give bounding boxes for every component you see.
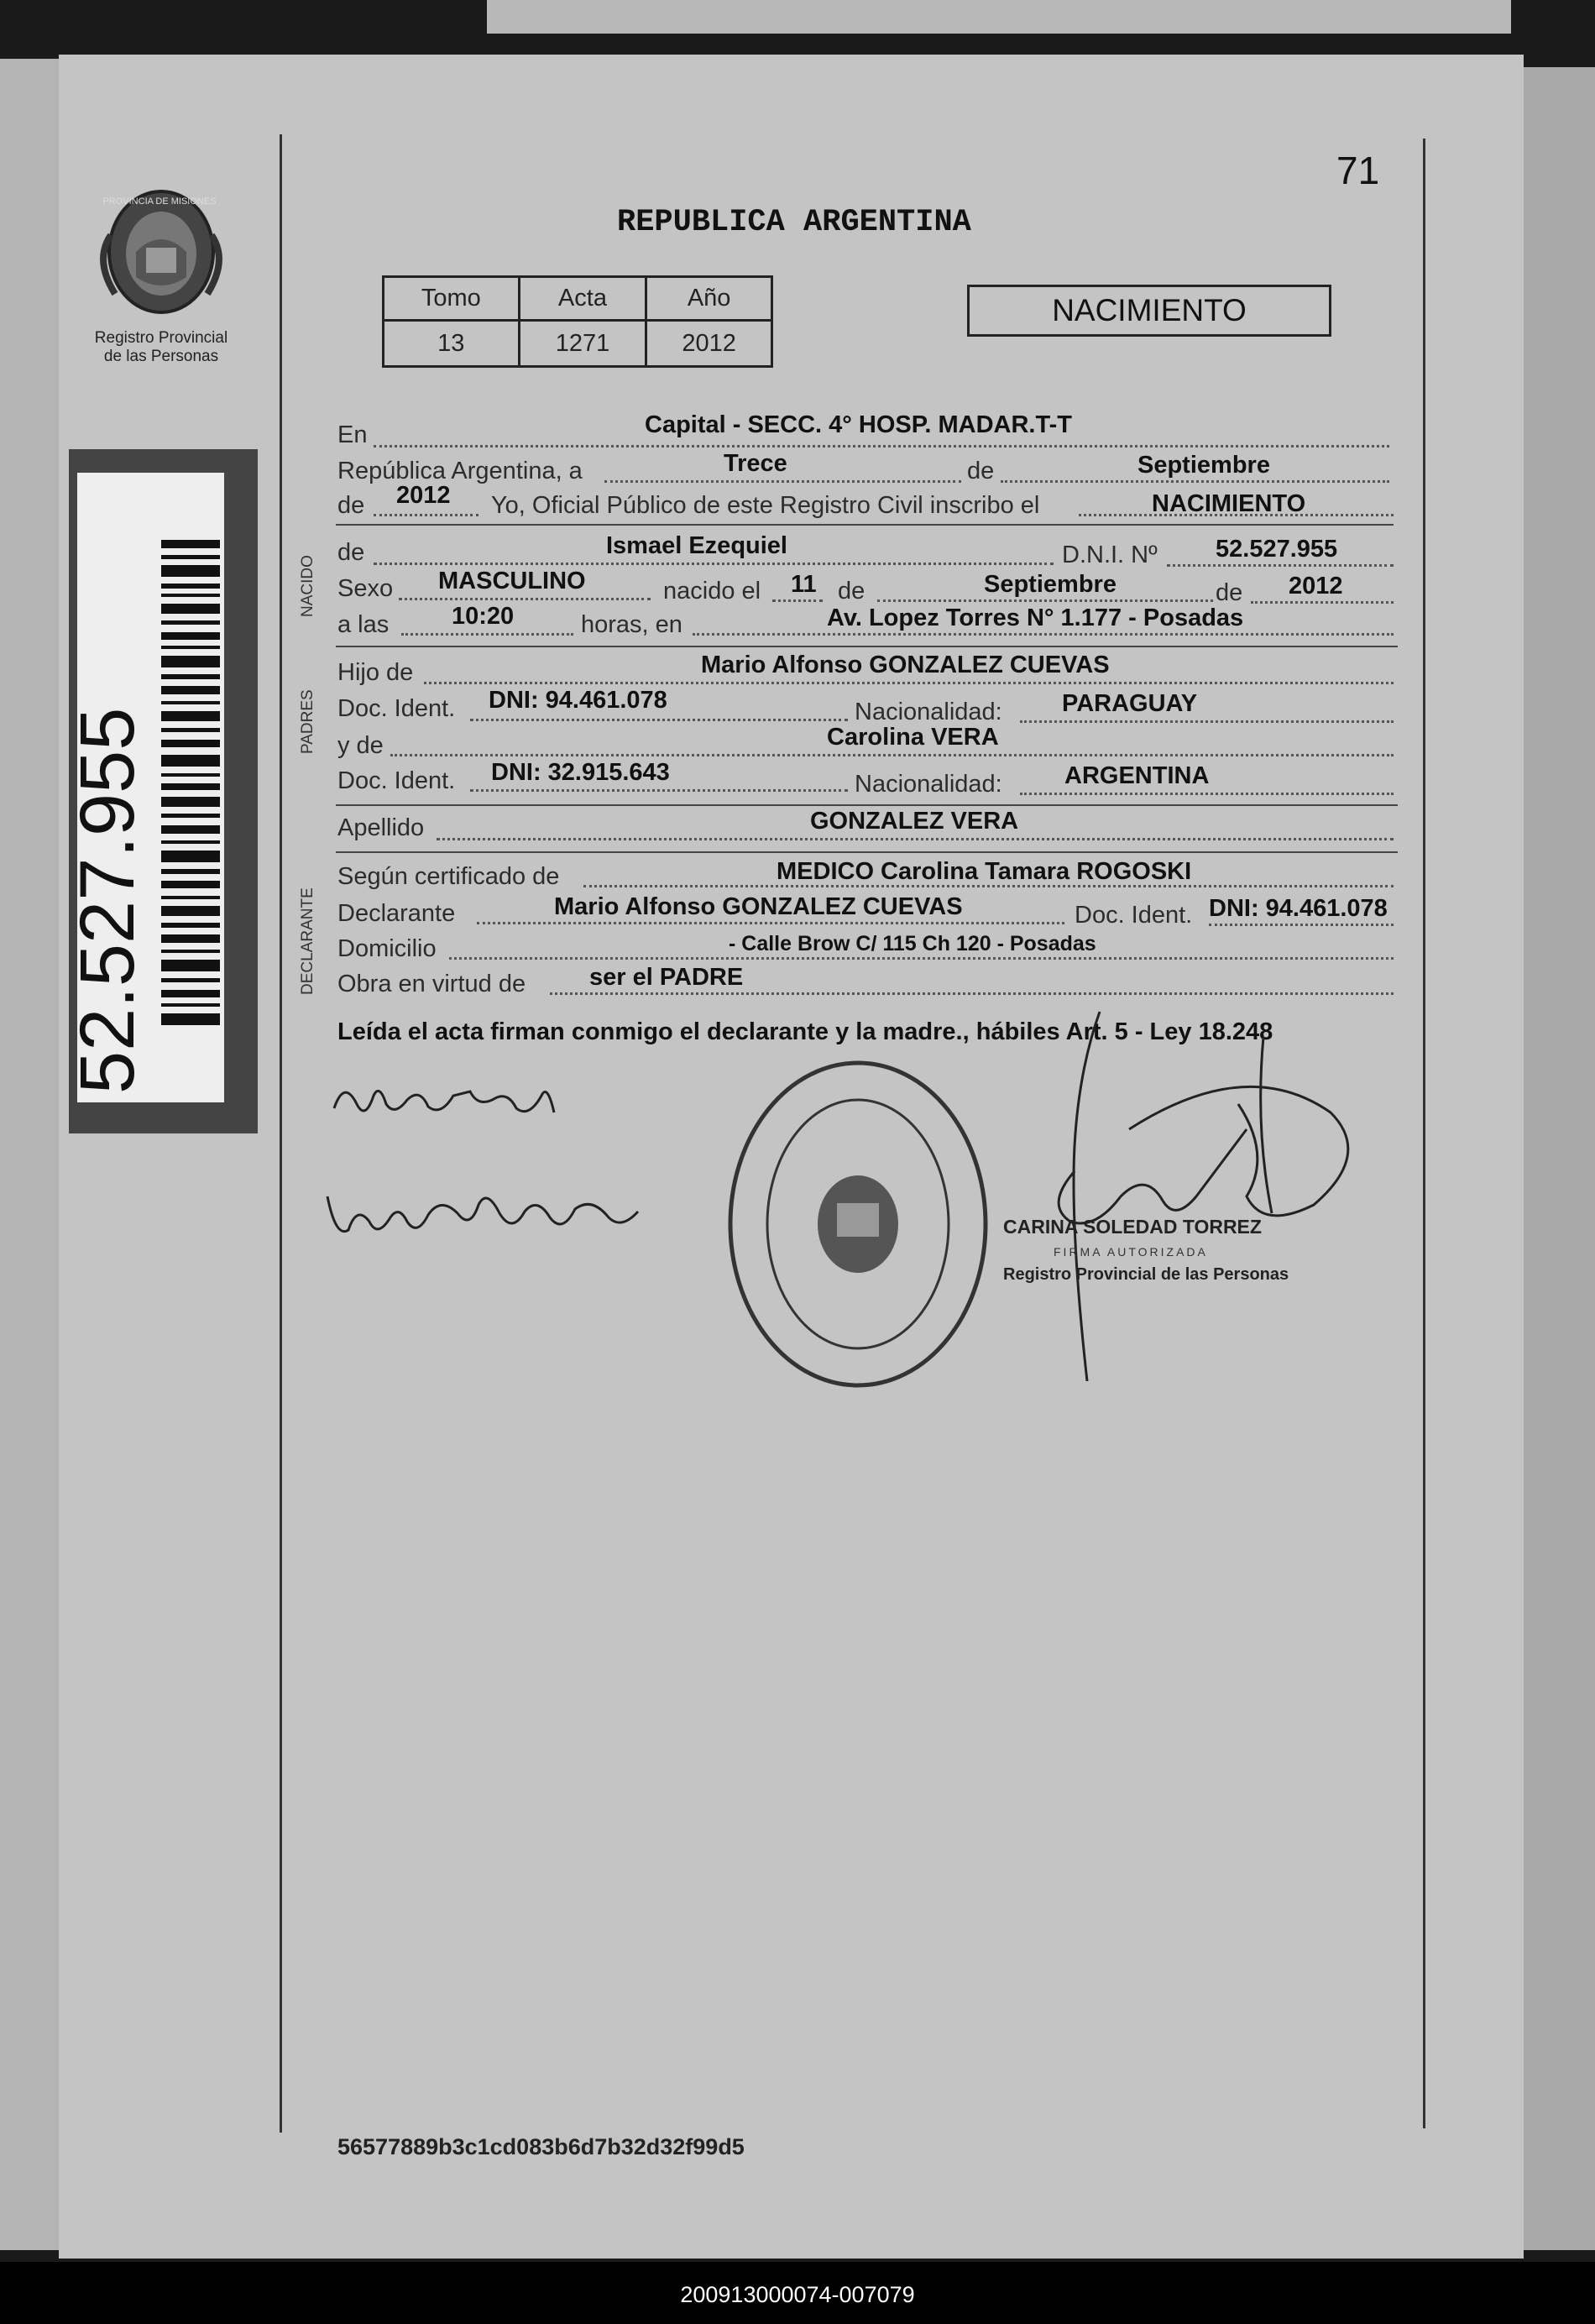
label-nacionalidad-2: Nacionalidad: <box>855 771 1002 798</box>
closing-statement: Leída el acta firman conmigo el declarante y la madre., hábiles Art. 5 - Ley 18.248 <box>337 1018 1273 1045</box>
officer-office: Registro Provincial de las Personas <box>1003 1265 1289 1284</box>
label-y-de: y de <box>337 732 384 759</box>
label-doc-ident-3: Doc. Ident. <box>1075 902 1193 929</box>
dots-en <box>374 445 1389 448</box>
label-republica: República Argentina, a <box>337 458 583 484</box>
signature-officer <box>995 1003 1364 1390</box>
value-father-doc: DNI: 94.461.078 <box>489 687 667 714</box>
separator-1 <box>336 524 1394 526</box>
label-de-2: de <box>337 492 365 519</box>
registry-name: Registro Provincial de las Personas <box>94 329 228 365</box>
right-page-edge <box>1524 67 1595 2250</box>
label-obra-en-virtud: Obra en virtud de <box>337 971 526 997</box>
value-mother-name: Carolina VERA <box>827 724 999 751</box>
label-horas-en: horas, en <box>581 611 682 638</box>
label-hijo-de: Hijo de <box>337 659 414 686</box>
value-day: Trece <box>724 450 787 477</box>
crest-text: PROVINCIA DE MISIONES <box>102 196 217 207</box>
label-en: En <box>337 421 368 448</box>
value-month: Septiembre <box>1137 452 1270 479</box>
value-mother-nationality: ARGENTINA <box>1064 762 1210 789</box>
register-table-header-row <box>384 277 772 321</box>
value-capacity: ser el PADRE <box>589 964 744 991</box>
barcode-label <box>65 473 224 1102</box>
record-type-box: NACIMIENTO <box>967 285 1331 337</box>
dots-mother-name <box>390 754 1394 756</box>
dots-father-name <box>424 682 1394 684</box>
value-year: 2012 <box>396 482 451 509</box>
label-a-las: a las <box>337 611 390 638</box>
section-label-declarante: DECLARANTE <box>299 887 316 995</box>
label-de-3: de <box>337 539 365 566</box>
value-mother-doc: DNI: 32.915.643 <box>491 759 670 786</box>
register-table <box>382 275 773 368</box>
section-label-padres: PADRES <box>299 689 316 754</box>
dots-day <box>604 480 961 483</box>
dots-year <box>374 514 478 516</box>
label-nacido-el: nacido el <box>663 578 761 605</box>
signature-declarant <box>327 1066 571 1142</box>
label-segun-certificado: Según certificado de <box>337 863 560 890</box>
separator-2 <box>336 646 1398 647</box>
value-act-type: NACIMIENTO <box>1152 490 1306 517</box>
label-doc-ident-2: Doc. Ident. <box>337 767 456 794</box>
dots-surname <box>437 838 1394 840</box>
value-sex: MASCULINO <box>438 568 586 594</box>
label-declarante: Declarante <box>337 900 456 927</box>
value-declarant-name: Mario Alfonso GONZALEZ CUEVAS <box>554 893 963 920</box>
value-tomo: 13 <box>384 321 520 367</box>
label-de-5: de <box>1216 579 1243 606</box>
right-margin-rule <box>1423 139 1425 2128</box>
dots-month <box>1001 480 1389 483</box>
label-domicilio: Domicilio <box>337 935 437 962</box>
label-nacionalidad: Nacionalidad: <box>855 699 1002 725</box>
top-page-strip <box>487 0 1511 34</box>
dots-declarant-doc <box>1209 924 1394 926</box>
dots-birth-day <box>772 599 823 602</box>
value-acta: 1271 <box>519 321 646 367</box>
header-tomo: Tomo <box>384 277 520 321</box>
value-birth-month: Septiembre <box>984 571 1116 598</box>
dots-child-dni <box>1167 564 1394 567</box>
label-yo-oficial: Yo, Oficial Público de este Registro Civil inscribo el <box>491 492 1040 519</box>
header-ano: Año <box>646 277 772 321</box>
barcode-bars <box>161 540 220 1027</box>
dots-capacity <box>550 992 1394 995</box>
value-certificate-by: MEDICO Carolina Tamara ROGOSKI <box>777 858 1192 885</box>
label-de: de <box>967 458 995 484</box>
label-sexo: Sexo <box>337 575 394 602</box>
officer-name: CARINA SOLEDAD TORREZ <box>1003 1216 1262 1238</box>
dots-mother-nationality <box>1020 793 1394 795</box>
barcode-number-box <box>65 473 156 1102</box>
dots-time <box>401 633 573 636</box>
dots-address <box>449 957 1394 960</box>
officer-role: FIRMA AUTORIZADA <box>1054 1245 1208 1259</box>
value-surname: GONZALEZ VERA <box>810 808 1019 835</box>
dots-birth-month <box>877 599 1213 602</box>
footer-id: 200913000074-007079 <box>680 2282 915 2307</box>
barcode-number: 52.527.955 <box>65 707 150 1094</box>
dots-birth-address <box>693 633 1394 636</box>
value-place: Capital - SECC. 4° HOSP. MADAR.T-T <box>645 411 1072 438</box>
dots-child-name <box>374 563 1054 565</box>
value-birth-address: Av. Lopez Torres N° 1.177 - Posadas <box>827 605 1244 631</box>
dots-mother-doc <box>470 789 848 792</box>
header-acta: Acta <box>519 277 646 321</box>
dots-birth-year <box>1251 601 1394 604</box>
document-hash: 56577889b3c1cd083b6d7b32d32f99d5 <box>337 2134 745 2159</box>
value-birth-year: 2012 <box>1289 573 1343 599</box>
label-doc-ident: Doc. Ident. <box>337 695 456 722</box>
dots-father-doc <box>470 719 848 721</box>
page-number: 71 <box>1336 149 1380 192</box>
label-de-4: de <box>838 578 865 605</box>
left-margin-rule <box>280 134 282 2133</box>
country-title: REPUBLICA ARGENTINA <box>617 205 971 240</box>
label-dni: D.N.I. Nº <box>1062 542 1158 568</box>
dots-sex <box>399 598 651 600</box>
value-father-name: Mario Alfonso GONZALEZ CUEVAS <box>701 652 1110 678</box>
dots-father-nationality <box>1020 720 1394 723</box>
value-time: 10:20 <box>452 603 515 630</box>
barcode-sticker <box>65 449 258 1133</box>
value-father-nationality: PARAGUAY <box>1062 690 1198 717</box>
separator-4 <box>336 851 1398 853</box>
value-child-name: Ismael Ezequiel <box>606 532 787 559</box>
value-address: - Calle Brow C/ 115 Ch 120 - Posadas <box>729 932 1096 955</box>
label-apellido: Apellido <box>337 814 425 841</box>
signature-mother <box>323 1171 651 1255</box>
value-child-dni: 52.527.955 <box>1216 536 1338 563</box>
separator-3 <box>336 804 1398 806</box>
section-label-nacido: NACIDO <box>299 555 316 617</box>
value-birth-day: 11 <box>791 571 817 598</box>
official-stamp <box>724 1056 992 1392</box>
value-ano: 2012 <box>646 321 772 367</box>
value-declarant-doc: DNI: 94.461.078 <box>1209 895 1388 922</box>
dots-declarant <box>477 922 1064 924</box>
left-page-edge <box>0 59 60 2250</box>
register-table-value-row <box>384 321 772 367</box>
